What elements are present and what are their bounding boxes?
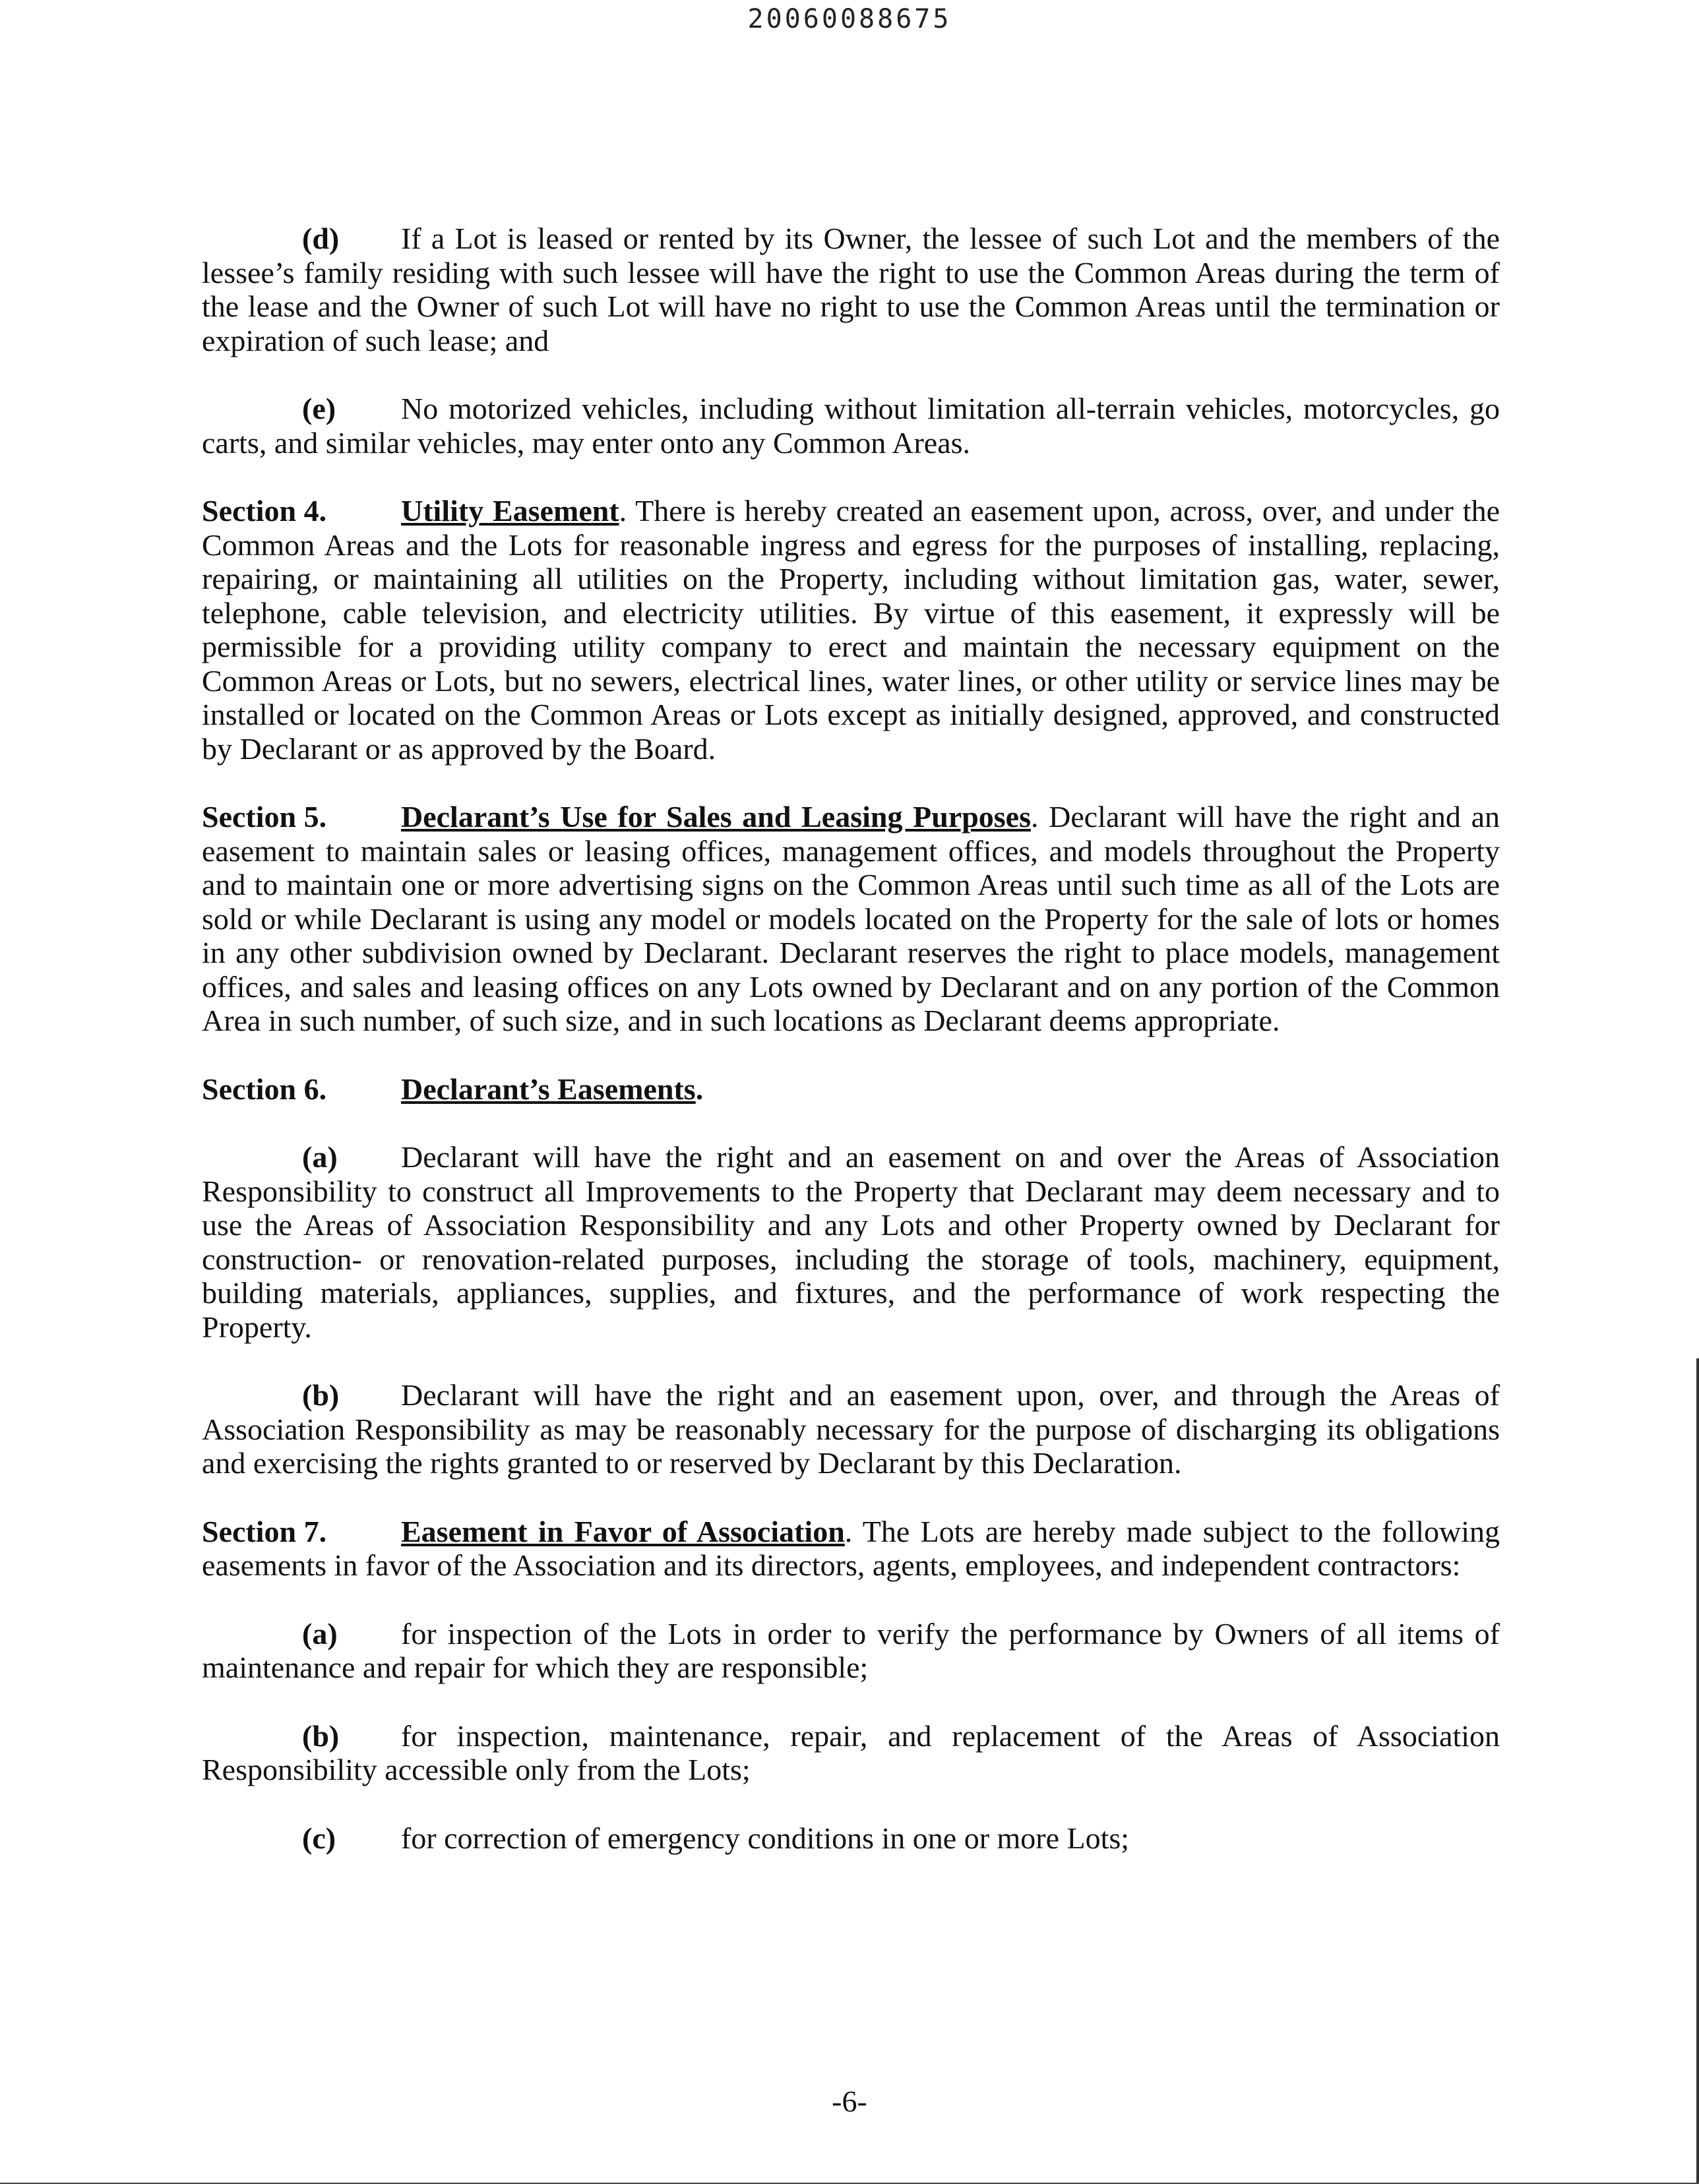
document-body [202,222,1500,1855]
section-7 [202,1515,1500,1583]
page-number: -6- [832,2084,867,2118]
paragraph-d [202,222,1500,357]
paragraph-text: for inspection, maintenance, repair, and replacement of the Areas of Association Responsibility accessible only from the Lots; [202,1718,1500,1786]
section-title: Declarant’s Use for Sales and Leasing Purposes [401,800,1031,834]
document-number: 20060088675 [747,4,952,34]
section-4 [202,494,1500,766]
section-7-b [202,1719,1500,1787]
section-7-a [202,1617,1500,1685]
paragraph-label: (a) [302,1140,338,1174]
paragraph-text: for correction of emergency conditions in one or more Lots; [401,1821,1130,1855]
section-title: Utility Easement [401,494,619,528]
paragraph-text: If a Lot is leased or rented by its Owner, the lessee of such Lot and the members of the lessee’s family residing with such lessee will have the right to use the Common Areas during the term of the lease and the Owner of such Lot will have no right to use the Common Areas until the termination or expiration of such lease; and [202,222,1500,357]
section-5 [202,800,1500,1038]
section-text: . The Lots are hereby made subject to the following easements in favor of the Association and its directors, agents, employees, and independent contractors: [202,1514,1500,1582]
paragraph-label: (e) [302,392,336,425]
paragraph-text: Declarant will have the right and an easement upon, over, and through the Areas of Association Responsibility as may be reasonably necessary for the purpose of discharging its obligations and exercising the rights granted to or reserved by Declarant by this Declaration. [202,1378,1500,1480]
section-text: . [695,1072,704,1106]
paragraph-text: Declarant will have the right and an easement on and over the Areas of Association Responsibility to construct all Improvements to the Property that Declarant may deem necessary and to use the Areas of Association Responsibility and any Lots and other Property owned by Declarant for construction- or renovation-related purposes, including the storage of tools, machinery, equipment, building materials, appliances, supplies, and fixtures, and the performance of work respecting the Property. [202,1140,1500,1344]
section-title: Easement in Favor of Association [401,1514,845,1548]
section-6-b [202,1378,1500,1480]
section-label: Section 7. [202,1514,327,1548]
paragraph-label: (c) [302,1821,336,1855]
section-text: . Declarant will have the right and an easement to maintain sales or leasing offices, management offices, and models throughout the Property and to maintain one or more advertising signs on the Common Areas until such time as all of the Lots are sold or while Declarant is using any model or models located on the Property for the sale of lots or homes in any other subdivision owned by Declarant. Declarant reserves the right to place models, management offices, and sales and leasing offices on any Lots owned by Declarant and on any portion of the Common Area in such number, of such size, and in such locations as Declarant deems appropriate. [202,800,1500,1037]
section-text: . There is hereby created an easement upon, across, over, and under the Common Areas and the Lots for reasonable ingress and egress for the purposes of installing, replacing, repairing, or maintaining all utilities on the Property, including without limitation gas, water, sewer, telephone, cable television, and electricity utilities. By virtue of this easement, it expressly will be permissible for a providing utility company to erect and maintain the necessary equipment on the Common Areas or Lots, but no sewers, electrical lines, water lines, or other utility or service lines may be installed or located on the Common Areas or Lots except as initially designed, approved, and constructed by Declarant or as approved by the Board. [202,494,1500,766]
scan-edge-line [1696,1358,1699,2183]
section-6 [202,1072,1500,1107]
paragraph-text: No motorized vehicles, including without limitation all-terrain vehicles, motorcycles, go carts, and similar vehicles, may enter onto any Common Areas. [202,392,1500,460]
section-7-c [202,1821,1500,1856]
paragraph-text: for inspection of the Lots in order to verify the performance by Owners of all items of maintenance and repair for which they are responsible; [202,1616,1500,1684]
paragraph-label: (a) [302,1616,338,1651]
section-label: Section 4. [202,494,327,528]
section-6-a [202,1140,1500,1344]
paragraph-label: (b) [302,1718,340,1753]
section-label: Section 5. [202,800,327,834]
section-label: Section 6. [202,1072,327,1106]
paragraph-e [202,392,1500,460]
paragraph-label: (d) [302,222,340,255]
section-title: Declarant’s Easements [401,1072,696,1106]
paragraph-label: (b) [302,1378,340,1412]
